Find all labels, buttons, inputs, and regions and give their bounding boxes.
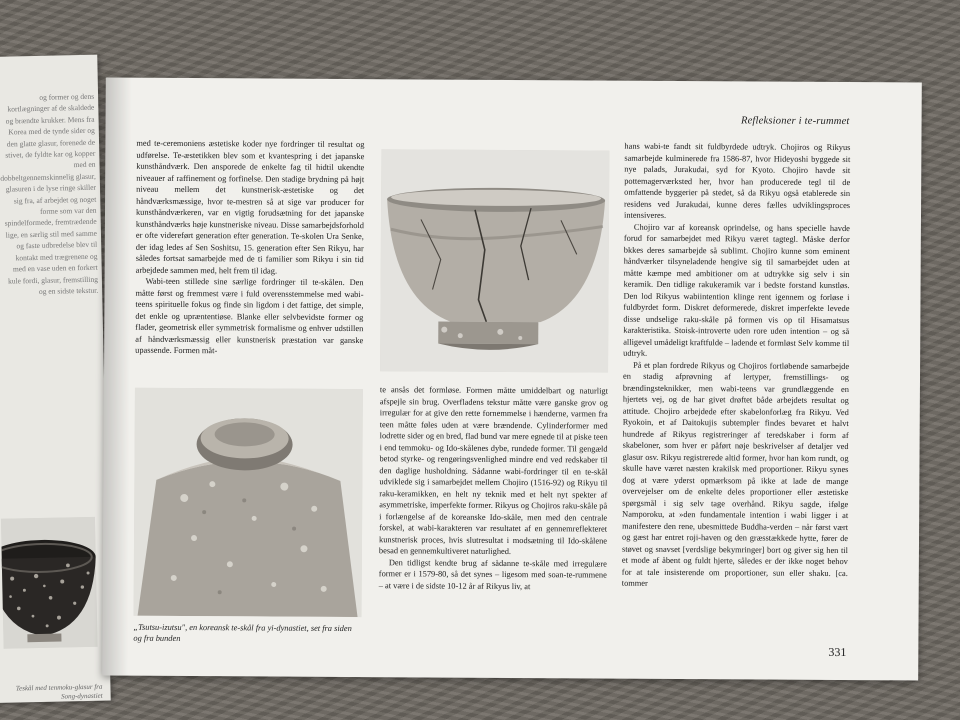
col1-paragraph-2: Wabi-teen stillede sine særlige fordringer til te-skålen. Den måtte først og fremmest være i fuld overensstemmelse med wabi-teens spirituelle fokus og finde sin ligdom i det fattige, det simple, det enkle og upræntentiøse. Blanke eller selvbevidste former og flader, geometrisk eller symmetrisk formalisme og enhver udstillen af håndværksmæssig eller kunstnerisk præstation var ganske upassende. Formen måt-	[135, 276, 364, 356]
running-header: Refleksioner i te-rummet	[740, 115, 850, 128]
col1-paragraph-1: med te-ceremoniens æstetiske koder nye fordringer til resultat og udførelse. Te-æstetikken blev som et kvantespring i det japanske kunsthåndværk. Den ansporede de enkelte fag til hidtil ukendte niveauer af raffinement og forfinelse. Den stadige brydning på højt niveau mellem det kunstnerisk-æstetiske og det håndværksmæssige, hvor te-mestren så at sige var producer for kunsthåndværkeren, var en vigtig forudsætning for det japanske kunsthåndværks høje kunstneriske niveau. Disse samarbejdsforhold er ofte videreført generation efter generation. Te-skolen Ura Senke, der idag ledes af Sen Soshitsu, 15. generation efter Sen Rikyu, har således fortsat samarbejde med de ti familier som Rikyu i sin tid arbejdede sammen med, helt frem til idag.	[135, 138, 365, 276]
tenmoku-bowl-photo	[1, 517, 98, 649]
page-number: 331	[828, 644, 847, 660]
page-gutter-shadow	[102, 78, 132, 676]
col2-paragraph-2: Den tidligst kendte brug af sådanne te-skåle med irregulære former er i 1579-80, så det synes – ligesom med soan-te-rummene – at være i de sidste 10-12 år af Rikyus liv, at	[378, 557, 607, 591]
text-column-2	[379, 384, 608, 592]
left-page-caption: Teskål med tenmoku-glasur fra Song-dynastiet	[15, 682, 103, 701]
text-column-3	[622, 141, 851, 591]
tea-bowl-bottom-photo	[134, 388, 363, 617]
book-page	[102, 78, 922, 681]
left-page	[0, 55, 111, 704]
col2-paragraph-1: te ansås det formløse. Formen måtte umiddelbart og naturligt afspejle sin brug. Overfladens tekstur måtte være ganske grov og irregulær for at give den rette fornemmelse i hænderne, varmen fra teen måtte føles uden at være brændende. Cylinderformer med lodrette sider og en bred, flad bund var mere egnede til at piske teen i end temmoku- og Ido-skålenes dybe, rundede former. Til gengæld betod styrke- og rengøringsvenlighed mindre end ved redskaber til den daglige husholdning. Sådanne wabi-fordringer til en te-skål udviklede sig i samarbejdet mellem Chojiro (1516-92) og Rikyu til raku-keramikken, en helt ny teknik med et helt nyt spekter af asymmetriske, imperfekte former. Rikyus og Chojiros raku-skåle på i forlængelse af de koreanske Ido-skåle, men med den centrale forskel, at wabi-karakteren var resultatet af en gennemreflekteret kunstnerisk proces, hvis slutresultat i modsætning til Ido-skålene besad en gennemkultiveret naturlighed.	[378, 385, 608, 556]
col3-paragraph-3: På et plan fordrede Rikyus og Chojiros fortløbende samarbejde en stadig afprøvning af lertyper, fremstillings- og brændingsteknikker, men wabi-teens var grundlæggende en hjertets vej, og de har givet drøftet både arbejdets resultat og attitude. Chojiro arbejdede efter skabelonforlæg fra Rikyu. Ved Ryokoin, et af Daitokujis subtempler findes bevaret et halvt hundrede af Rikyus registreringer af teredskaber i form af skabeloner, som hver er påført nøje beskrivelser af detaljer ved glasur osv. Rikyu registrerede altid former, hvor han kom rundt, og skulle have været næsten krakilsk med proportioner. Rikyu synes dog at være yderst opmærksom på ikke at lade de mange overvejelser om de enkelte deles proportioner eller æstetiske spørgsmål i sig selv tage overhånd. Rikyu sagde, ifølge Namporoku, at »den fundamentale intention i wabi ligger i at manifestere den rene, ubesmittede Buddha-verden – når først vært og gæst har entret roji-haven og den græsstækkede hytte, fører de støvet og snavset [verdslige bekymringer] bort og giver sig hen til et mode af åbent og fuldt hjerte, således er der ikke noget behov for at tale insisterende om proportioner, sun eller shaku. [ca. tommer	[621, 360, 850, 588]
text-column-1	[135, 138, 364, 358]
figure-caption: „Tsutsu-izutsu", en koreansk te-skål fra yi-dynastiet, set fra siden og fra bunden	[133, 622, 352, 643]
left-page-text: og former og dens kortlægninger af de skaldede og brændte krukker. Mens fra Korea med de tynde sider og den glatte glasur, forenede de stivet, de fyldte kar og kopper med en dobbeltgennemskinnelig glasur, glasuren i de lyse ringe skiller sig fra, af arbejdet og noget forme som var den spindelformede, fremtrædende lige, en særlig stil med samme og faste udbredelse blev til kontakt med trægrenene og med en vase uden en forkert kule fordi, glasur, fremstilling og en sidste tekstur.	[0, 91, 99, 296]
tea-bowl-side-photo	[380, 149, 609, 372]
col3-paragraph-1: hans wabi-te fandt sit fuldbyrdede udtryk. Chojiros og Rikyus samarbejde kulminerede fra 1586-87, hvor Hideyoshi byggede sit nye palads, Jurakudai, syd for Kyoto. Chojiro havde sit pottemagerværksted her, hvor han producerede tegl til de omfattende byggerier på stedet, så da Rikyu også etablerede sin residens ved Jurakudai, kunne deres fælles udviklingsproces intensiveres.	[623, 141, 851, 220]
col3-paragraph-2: Chojiro var af koreansk oprindelse, og hans specielle havde forud for samarbejdet med Rikyu været tagtegl. Måske derfor bkkes deres samarbejde så sublimt. Chojiro kunne som eminent håndværker tilsyneladende hengive sig til samarbejdet uden at måtte kæmpe med ambitioner om at udtrykke sig selv i sin keramik. Den tidlige rakukeramik var i bedste forstand kunstløs. Den lod Rikyus wabiintention klinge rent igennem og forløse i fuldbyrdet form. Diskret deformerede, diskret imperfekte levede disse undselige raku-skåle på formen vis op til Hisamatsus karakteristika. Stoisk-introverte uden rore uden intention – og så alligevel umådeligt kraftfulde – ladende et formløst Selv komme til udtryk.	[623, 222, 850, 358]
